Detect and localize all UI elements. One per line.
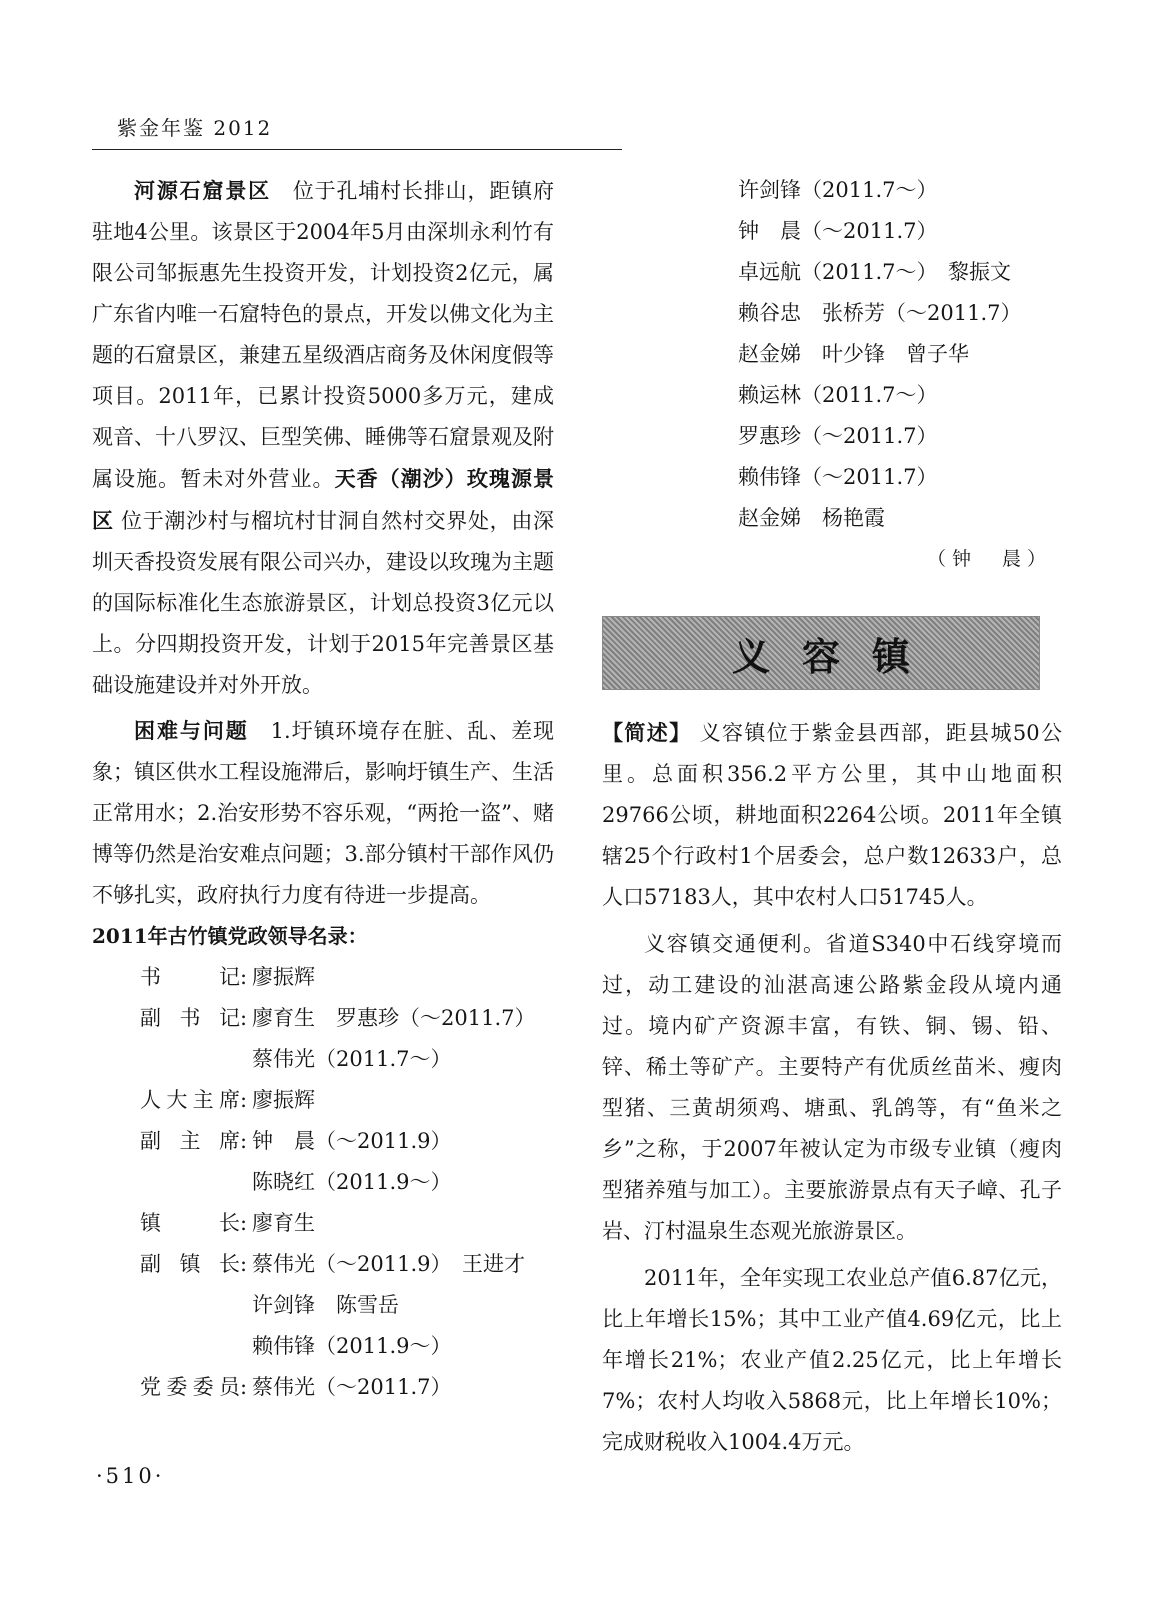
paragraph-scenic-areas bbox=[92, 170, 554, 706]
roster-title: 2011年古竹镇党政领导名录： bbox=[92, 924, 368, 948]
paragraph-problems bbox=[92, 710, 554, 916]
roster-names: 赵金娣 杨艳霞 bbox=[738, 506, 885, 530]
roster-names: 廖育生 bbox=[252, 1211, 315, 1235]
paragraph-summary bbox=[602, 712, 1062, 918]
roster-names: 赵金娣 叶少锋 曾子华 bbox=[738, 342, 969, 366]
roster-row bbox=[92, 1326, 554, 1367]
summary-text: 义容镇位于紫金县西部，距县城50公里。总面积356.2平方公里，其中山地面积29766公顷，耕地面积2264公顷。2011年全镇辖25个行政村1个居委会，总户数12633户，总人口57183人，其中农村人口51745人。 bbox=[602, 721, 1062, 909]
header-rule bbox=[92, 149, 622, 150]
leadership-roster bbox=[92, 957, 554, 1408]
roster-row bbox=[92, 998, 554, 1039]
heading-problems: 困难与问题 bbox=[134, 718, 249, 743]
author-signoff: （钟 晨） bbox=[926, 548, 1052, 570]
section-title: 义容镇 bbox=[731, 634, 942, 679]
paragraph-economy: 2011年，全年实现工农业总产值6.87亿元，比上年增长15%；其中工业产值4.69亿元，比上年增长21%；农业产值2.25亿元，比上年增长7%；农村人均收入5868元，比上年增长10%；完成财税收入1004.4万元。 bbox=[602, 1266, 1062, 1454]
section-banner bbox=[602, 616, 1040, 690]
roster-row bbox=[92, 957, 554, 998]
roster-names: 赖运林（2011.7～） bbox=[738, 383, 938, 407]
roster-names: 许剑锋 陈雪岳 bbox=[252, 1293, 399, 1317]
roster-continuation bbox=[602, 170, 1062, 539]
roster-row bbox=[92, 1080, 554, 1121]
summary-label: 【简述】 bbox=[602, 720, 692, 745]
roster-names: 蔡伟光（～2011.7） bbox=[252, 1375, 452, 1399]
page-number: ·510· bbox=[96, 1464, 165, 1488]
roster-names: 钟 晨（～2011.9） bbox=[252, 1129, 452, 1153]
roster-role: 党委委员 bbox=[140, 1375, 240, 1399]
roster-names: 罗惠珍（～2011.7） bbox=[738, 424, 938, 448]
roster-names: 廖振辉 bbox=[252, 965, 315, 989]
roster-row bbox=[92, 1203, 554, 1244]
roster-role: 副镇长 bbox=[140, 1252, 240, 1276]
roster-role: 副书记 bbox=[140, 1006, 240, 1030]
right-column bbox=[602, 170, 1062, 1463]
roster-row bbox=[92, 1121, 554, 1162]
roster-names: 卓远航（2011.7～） 黎振文 bbox=[738, 260, 1011, 284]
roster-names: 赖伟锋（～2011.7） bbox=[738, 465, 938, 489]
roster-role: 副主席 bbox=[140, 1129, 240, 1153]
roster-row bbox=[92, 1244, 554, 1285]
roster-role: 人大主席 bbox=[140, 1088, 240, 1112]
roster-colon: : bbox=[240, 1252, 248, 1276]
roster-names: 赖伟锋（2011.9～） bbox=[252, 1334, 452, 1358]
running-header-title: 紫金年鉴 2012 bbox=[117, 116, 273, 140]
roster-colon: : bbox=[240, 1129, 248, 1153]
heading-shiku-scenic-area: 河源石窟景区 bbox=[134, 178, 271, 203]
roster-colon: : bbox=[240, 965, 248, 989]
roster-row bbox=[92, 1367, 554, 1408]
roster-names: 赖谷忠 张桥芳（～2011.7） bbox=[738, 301, 1022, 325]
left-column bbox=[92, 170, 554, 1408]
roster-names: 许剑锋（2011.7～） bbox=[738, 178, 938, 202]
roster-row bbox=[92, 1162, 554, 1203]
roster-names: 廖振辉 bbox=[252, 1088, 315, 1112]
roster-colon: : bbox=[240, 1088, 248, 1112]
roster-role: 书记 bbox=[140, 965, 240, 989]
roster-names: 蔡伟光（～2011.9） 王进才 bbox=[252, 1252, 525, 1276]
text-rose-scenic-area: 位于潮沙村与榴坑村甘洞自然村交界处，由深圳天香投资发展有限公司兴办，建设以玫瑰为主题的国际标准化生态旅游景区，计划总投资3亿元以上。分四期投资开发，计划于2015年完善景区基础设施建设并对外开放。 bbox=[92, 509, 554, 697]
text-shiku-scenic-area: 位于孔埔村长排山，距镇府驻地4公里。该景区于2004年5月由深圳永利竹有限公司邹振惠先生投资开发，计划投资2亿元，属广东省内唯一石窟特色的景点，开发以佛文化为主题的石窟景区，兼建五星级酒店商务及休闲度假等项目。2011年，已累计投资5000多万元，建成观音、十八罗汉、巨型笑佛、睡佛等石窟景观及附属设施。暂未对外营业。 bbox=[92, 179, 555, 491]
text-problems: 1.圩镇环境存在脏、乱、差现象；镇区供水工程设施滞后，影响圩镇生产、生活正常用水；2.治安形势不容乐观，“两抢一盗”、赌博等仍然是治安难点问题；3.部分镇村干部作风仍不够扎实，政府执行力度有待进一步提高。 bbox=[92, 719, 555, 907]
roster-colon: : bbox=[240, 1006, 248, 1030]
roster-row bbox=[92, 1039, 554, 1080]
roster-names: 蔡伟光（2011.7～） bbox=[252, 1047, 452, 1071]
roster-row bbox=[92, 1285, 554, 1326]
paragraph-transport: 义容镇交通便利。省道S340中石线穿境而过，动工建设的汕湛高速公路紫金段从境内通过。境内矿产资源丰富，有铁、铜、锡、铅、锌、稀土等矿产。主要特产有优质丝苗米、瘦肉型猪、三黄胡须鸡、塘虱、乳鸽等，有“鱼米之乡”之称，于2007年被认定为市级专业镇（瘦肉型猪养殖与加工）。主要旅游景点有天子嶂、孔子岩、汀村温泉生态观光旅游景区。 bbox=[602, 932, 1062, 1243]
heading-rose-scenic-area: 天香（潮沙）玫瑰源景区 bbox=[92, 466, 555, 533]
roster-colon: : bbox=[240, 1211, 248, 1235]
roster-names: 廖育生 罗惠珍（～2011.7） bbox=[252, 1006, 536, 1030]
roster-role: 镇长 bbox=[140, 1211, 240, 1235]
roster-colon: : bbox=[240, 1375, 248, 1399]
roster-names: 钟 晨（～2011.7） bbox=[738, 219, 938, 243]
roster-names: 陈晓红（2011.9～） bbox=[252, 1170, 452, 1194]
